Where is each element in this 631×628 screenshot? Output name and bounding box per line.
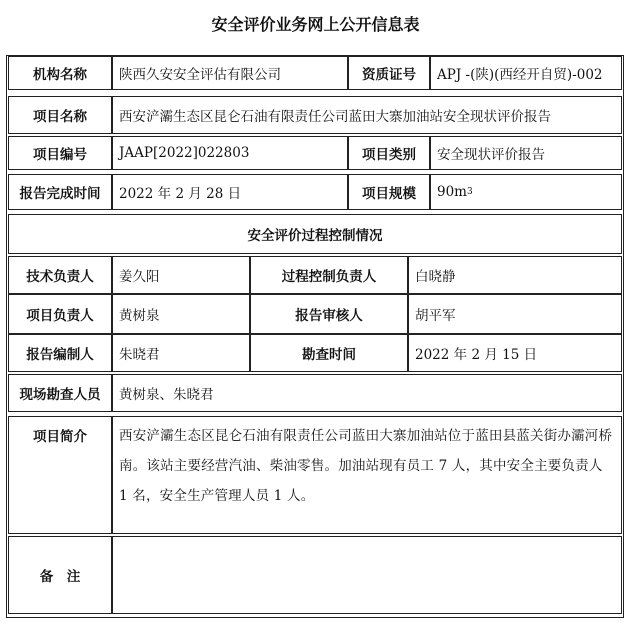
process-control-section-title: 安全评价过程控制情况 [8,214,622,254]
cert-no-label: 资质证号 [348,56,430,90]
survey-time-value: 2022 年 2 月 15 日 [408,334,622,372]
scale-number: 90m [437,184,467,200]
scale-unit-superscript: 3 [466,187,473,197]
tech-lead-value: 姜久阳 [112,256,250,294]
project-name-label: 项目名称 [8,96,112,134]
project-intro-value: 西安浐灞生态区昆仑石油有限责任公司蓝田大寨加油站位于蓝田县蓝关街办灞河桥南。该站主要经营汽油、柴油零售。加油站现有员工 7 人，其中安全主要负责人 1 名，安全生产管理人员 1 人。 [112,416,622,534]
project-lead-label: 项目负责人 [8,294,112,334]
project-intro-label: 项目简介 [8,416,112,534]
project-no-label: 项目编号 [8,136,112,170]
surveyors-label: 现场勘查人员 [8,374,112,412]
project-scale-value [430,174,622,210]
compiler-label: 报告编制人 [8,334,112,372]
project-type-value: 安全现状评价报告 [430,136,622,170]
report-date-value: 2022 年 2 月 28 日 [112,174,348,210]
remarks-value [112,536,622,614]
reviewer-label: 报告审核人 [250,294,408,334]
report-date-label: 报告完成时间 [8,174,112,210]
project-no-value: JAAP[2022]022803 [112,136,348,170]
remarks-label: 备 注 [8,536,112,614]
reviewer-value: 胡平军 [408,294,622,334]
project-name-value: 西安浐灞生态区昆仑石油有限责任公司蓝田大寨加油站安全现状评价报告 [112,96,622,134]
compiler-value: 朱晓君 [112,334,250,372]
process-lead-value: 白晓静 [408,256,622,294]
project-scale-label: 项目规模 [348,174,430,210]
org-name-label: 机构名称 [8,56,112,90]
surveyors-value: 黄树泉、朱晓君 [112,374,622,412]
survey-time-label: 勘查时间 [250,334,408,372]
project-type-label: 项目类别 [348,136,430,170]
page-title: 安全评价业务网上公开信息表 [211,15,420,34]
project-lead-value: 黄树泉 [112,294,250,334]
cert-no-value: APJ -(陕)(西经开自贸)-002 [430,56,622,90]
org-name-value: 陕西久安安全评估有限公司 [112,56,348,90]
process-lead-label: 过程控制负责人 [250,256,408,294]
tech-lead-label: 技术负责人 [8,256,112,294]
